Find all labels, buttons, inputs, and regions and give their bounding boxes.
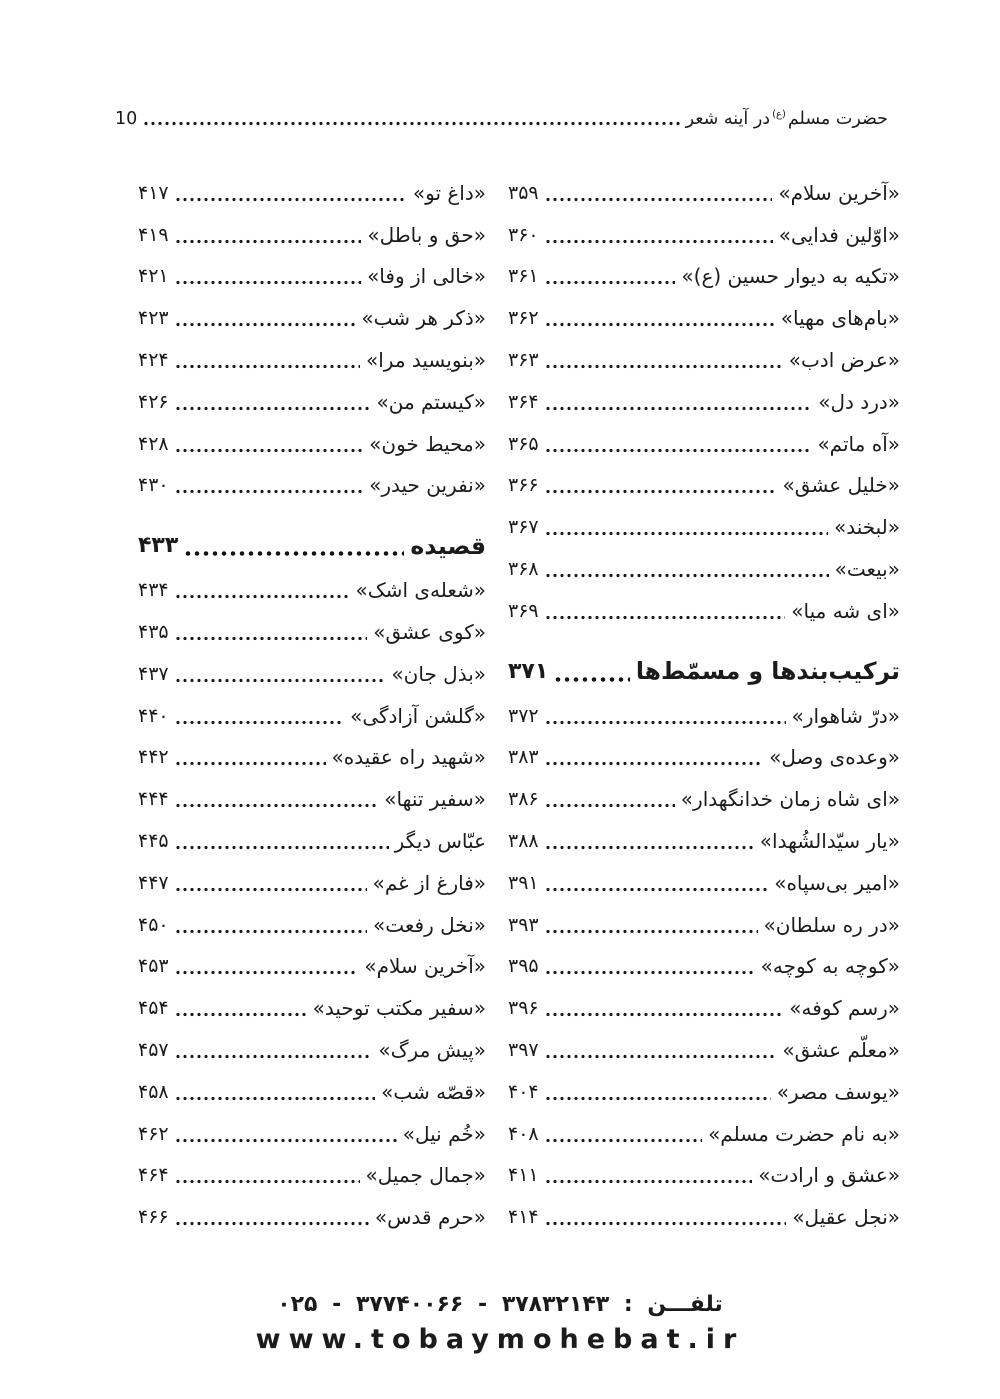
honorific-symbol: (ع) <box>772 108 786 120</box>
toc-entry <box>138 611 486 653</box>
dotted-leader <box>175 1012 307 1017</box>
toc-entry <box>508 548 900 590</box>
dotted-leader <box>175 1179 360 1184</box>
dotted-leader <box>545 803 675 808</box>
entry-title: «لبخند» <box>833 515 900 540</box>
entry-page-number: ۳۶۵ <box>508 432 539 455</box>
entry-title: «عشق و ارادت» <box>758 1163 900 1188</box>
entry-title: عبّاس دیگر <box>394 829 486 854</box>
entry-page-number: ۳۶۱ <box>508 265 539 288</box>
toc-entry <box>138 381 486 423</box>
dotted-leader <box>545 1012 784 1017</box>
toc-entry <box>138 1029 486 1071</box>
entry-title: «قصّه شب» <box>381 1079 486 1104</box>
entry-title: «آخرین سلام» <box>364 954 486 979</box>
entry-page-number: ۴۴۲ <box>138 746 169 769</box>
toc-entry <box>508 465 900 507</box>
toc-entry <box>508 423 900 465</box>
toc-entry <box>508 695 900 737</box>
dotted-leader <box>175 448 364 453</box>
entry-title: «کیستم من» <box>376 389 486 414</box>
entry-page-number: ۴۳۷ <box>138 662 169 685</box>
toc-entry <box>138 1071 486 1113</box>
dotted-leader <box>545 406 813 411</box>
publisher-phone: تلفـــن : ۳۷۸۳۲۱۴۳ - ۳۷۷۴۰۰۶۶ - ۰۲۵ <box>277 1292 723 1317</box>
dotted-leader <box>545 1221 787 1226</box>
entry-page-number: ۳۶۹ <box>508 599 539 622</box>
toc-entry <box>138 820 486 862</box>
entry-title: قصیده <box>410 531 486 560</box>
entry-title: «در ره سلطان» <box>763 912 900 937</box>
entry-title: «امیر بی‌سپاه» <box>774 870 900 895</box>
entry-page-number: ۳۹۱ <box>508 871 539 894</box>
entry-page-number: ۴۵۴ <box>138 997 169 1020</box>
entry-title: «اوّلین فدایی» <box>778 222 900 247</box>
entry-title: «خلیل عشق» <box>782 473 900 498</box>
page-footer <box>0 1292 1000 1355</box>
toc-entry <box>508 381 900 423</box>
entry-title: «پیش مرگ» <box>378 1038 486 1063</box>
dotted-leader <box>545 720 786 725</box>
dotted-leader <box>545 845 754 850</box>
dotted-leader <box>545 489 777 494</box>
entry-page-number: ۳۶۴ <box>508 390 539 413</box>
dotted-leader <box>175 803 379 808</box>
entry-page-number: ۴۰۴ <box>508 1080 539 1103</box>
entry-page-number: ۴۳۵ <box>138 621 169 644</box>
entry-page-number: ۳۶۲ <box>508 307 539 330</box>
header-title-pre: حضرت مسلم <box>787 109 888 129</box>
entry-page-number: ۴۶۶ <box>138 1206 169 1229</box>
dotted-leader <box>554 677 630 682</box>
entry-title: «گلشن آزادگی» <box>350 703 486 728</box>
dotted-leader <box>175 1221 369 1226</box>
dotted-leader <box>545 197 773 202</box>
entry-page-number: ۴۳۴ <box>138 579 169 602</box>
entry-page-number: ۳۵۹ <box>508 181 539 204</box>
entry-title: «نفرین حیدر» <box>369 473 486 498</box>
dotted-leader <box>175 239 362 244</box>
toc-entry <box>138 1113 486 1155</box>
dotted-leader <box>175 929 367 934</box>
dotted-leader <box>545 280 676 285</box>
dotted-leader <box>175 197 407 202</box>
entry-title: «حق و باطل» <box>367 222 486 247</box>
entry-page-number: ۴۱۹ <box>138 223 169 246</box>
entry-page-number: ۳۹۳ <box>508 913 539 936</box>
dotted-leader <box>175 761 326 766</box>
entry-page-number: ۳۶۸ <box>508 558 539 581</box>
toc-section-heading <box>508 648 900 695</box>
entry-page-number: ۴۱۷ <box>138 181 169 204</box>
toc-entry <box>138 737 486 779</box>
entry-title: «سفیر تنها» <box>384 787 486 812</box>
toc-entry <box>138 695 486 737</box>
entry-page-number: ۴۱۱ <box>508 1164 539 1187</box>
entry-title: «کوی عشق» <box>373 620 486 645</box>
dotted-leader <box>175 280 361 285</box>
entry-title: «نخل رفعت» <box>373 912 486 937</box>
entry-page-number: ۳۹۷ <box>508 1039 539 1062</box>
entry-page-number: ۴۶۴ <box>138 1164 169 1187</box>
toc-entry <box>138 214 486 256</box>
entry-title: «آخرین سلام» <box>778 180 900 205</box>
entry-title: «کوچه به کوچه» <box>760 954 900 979</box>
toc-entry <box>138 778 486 820</box>
toc-entry <box>508 339 900 381</box>
entry-title: «وعده‌ی وصل» <box>769 745 900 770</box>
dotted-leader <box>175 678 386 683</box>
toc-entry <box>138 569 486 611</box>
dotted-leader <box>545 615 786 620</box>
dotted-leader <box>175 594 350 599</box>
toc-entry <box>508 1071 900 1113</box>
entry-page-number: ۴۴۴ <box>138 788 169 811</box>
entry-page-number: ۳۸۸ <box>508 830 539 853</box>
entry-page-number: ۴۵۳ <box>138 955 169 978</box>
entry-page-number: ۴۲۴ <box>138 349 169 372</box>
entry-page-number: ۴۳۰ <box>138 474 169 497</box>
entry-page-number: ۴۲۶ <box>138 390 169 413</box>
entry-title: «نجل عقیل» <box>792 1205 900 1230</box>
toc-entry <box>508 172 900 214</box>
entry-title: «شهید راه عقیده» <box>331 745 486 770</box>
entry-title: «حرم قدس» <box>374 1205 486 1230</box>
toc-entry <box>138 987 486 1029</box>
dotted-leader <box>175 720 344 725</box>
entry-page-number: ۳۹۵ <box>508 955 539 978</box>
dotted-leader <box>175 322 356 327</box>
entry-title: «ای شه میا» <box>791 598 900 623</box>
page-header <box>115 103 888 135</box>
dotted-leader <box>545 322 775 327</box>
dotted-leader <box>545 448 812 453</box>
dotted-leader <box>143 121 679 126</box>
entry-title: «فارغ از غم» <box>372 870 486 895</box>
dotted-leader <box>175 845 389 850</box>
dotted-leader <box>545 531 828 536</box>
entry-title: «بام‌های مهیا» <box>780 306 900 331</box>
entry-page-number: ۳۶۷ <box>508 516 539 539</box>
toc-entry <box>508 214 900 256</box>
dotted-leader <box>545 761 764 766</box>
entry-page-number: ۳۹۶ <box>508 997 539 1020</box>
toc-entry <box>138 653 486 695</box>
toc-section-heading <box>138 522 486 569</box>
entry-title: «یوسف مصر» <box>776 1079 900 1104</box>
entry-title: «معلّم عشق» <box>782 1038 900 1063</box>
entry-title: «خالی از وفا» <box>367 264 486 289</box>
toc-entry <box>508 946 900 988</box>
toc-entry <box>508 1196 900 1238</box>
dotted-leader <box>175 1138 397 1143</box>
entry-page-number: ۳۶۶ <box>508 474 539 497</box>
dotted-leader <box>175 1054 373 1059</box>
dotted-leader <box>545 970 755 975</box>
entry-title: «درّ شاهوار» <box>791 703 900 728</box>
entry-page-number: ۴۴۵ <box>138 830 169 853</box>
entry-page-number: ۳۶۳ <box>508 349 539 372</box>
toc-entry <box>138 297 486 339</box>
dotted-leader <box>175 489 363 494</box>
toc-entry <box>138 256 486 298</box>
dotted-leader <box>175 636 368 641</box>
toc-entry <box>508 904 900 946</box>
toc-entry <box>508 737 900 779</box>
toc-entry <box>508 862 900 904</box>
toc-entry <box>508 987 900 1029</box>
dotted-leader <box>175 1096 376 1101</box>
dotted-leader <box>545 1138 702 1143</box>
entry-page-number: ۴۴۰ <box>138 704 169 727</box>
toc-entry <box>508 256 900 298</box>
entry-title: «به نام حضرت مسلم» <box>708 1121 900 1146</box>
entry-title: «ای شاه زمان خدانگهدار» <box>680 787 900 812</box>
dotted-leader <box>175 887 367 892</box>
toc-entry <box>138 946 486 988</box>
entry-page-number: ۳۷۲ <box>508 704 539 727</box>
toc-entry <box>508 778 900 820</box>
dotted-leader <box>545 364 783 369</box>
dotted-leader <box>184 551 404 556</box>
entry-title: «بیعت» <box>834 557 900 582</box>
header-page-number: 10 <box>115 109 138 129</box>
toc-entry <box>138 465 486 507</box>
entry-page-number: ۴۲۱ <box>138 265 169 288</box>
entry-title: «شعله‌ی اشک» <box>355 578 486 603</box>
toc-entry <box>138 172 486 214</box>
entry-title: «محیط خون» <box>369 431 486 456</box>
dotted-leader <box>545 1096 771 1101</box>
entry-page-number: ۴۵۰ <box>138 913 169 936</box>
toc-entry <box>138 339 486 381</box>
toc-entry <box>508 1113 900 1155</box>
toc-right-column <box>508 172 900 1238</box>
entry-title: «تکیه به دیوار حسین (ع)» <box>681 264 900 289</box>
entry-title: «ذکر هر شب» <box>361 306 486 331</box>
dotted-leader <box>545 1054 777 1059</box>
dotted-leader <box>545 1179 753 1184</box>
dotted-leader <box>175 364 360 369</box>
entry-page-number: ۳۷۱ <box>508 658 549 684</box>
entry-title: «یار سیّدالشُهدا» <box>759 829 900 854</box>
entry-title: «رسم کوفه» <box>789 996 900 1021</box>
entry-title: «داغ تو» <box>412 180 486 205</box>
entry-title: «خُم نیل» <box>402 1121 486 1146</box>
entry-page-number: ۴۰۸ <box>508 1122 539 1145</box>
toc-entry <box>508 297 900 339</box>
entry-title: «بنویسید مرا» <box>365 348 486 373</box>
toc-entry <box>508 590 900 632</box>
entry-page-number: ۳۸۶ <box>508 788 539 811</box>
entry-title: ترکیب‌بندها و مسمّط‌ها <box>635 657 900 686</box>
entry-page-number: ۴۵۷ <box>138 1039 169 1062</box>
dotted-leader <box>545 573 829 578</box>
entry-page-number: ۴۶۲ <box>138 1122 169 1145</box>
entry-page-number: ۴۱۴ <box>508 1206 539 1229</box>
publisher-website: www.tobaymohebat.ir <box>255 1324 745 1355</box>
toc-entry <box>138 862 486 904</box>
toc-columns <box>138 172 900 1238</box>
toc-entry <box>508 820 900 862</box>
entry-page-number: ۴۳۳ <box>138 533 179 559</box>
entry-title: «آه ماتم» <box>817 431 900 456</box>
entry-page-number: ۳۸۳ <box>508 746 539 769</box>
toc-entry <box>138 904 486 946</box>
toc-entry <box>138 423 486 465</box>
entry-page-number: ۴۲۸ <box>138 432 169 455</box>
dotted-leader <box>545 887 769 892</box>
toc-left-column <box>138 172 486 1238</box>
toc-entry <box>508 1155 900 1197</box>
dotted-leader <box>175 406 371 411</box>
toc-entry <box>138 1196 486 1238</box>
toc-entry <box>138 1155 486 1197</box>
dotted-leader <box>545 929 758 934</box>
toc-entry <box>508 1029 900 1071</box>
entry-title: «بذل جان» <box>391 661 486 686</box>
entry-title: «جمال جمیل» <box>365 1163 486 1188</box>
entry-page-number: ۴۵۸ <box>138 1080 169 1103</box>
entry-title: «سفیر مکتب توحید» <box>312 996 486 1021</box>
entry-page-number: ۳۶۰ <box>508 223 539 246</box>
toc-entry <box>508 506 900 548</box>
entry-title: «عرض ادب» <box>788 348 900 373</box>
dotted-leader <box>175 970 359 975</box>
entry-title: «درد دل» <box>818 389 900 414</box>
entry-page-number: ۴۲۳ <box>138 307 169 330</box>
entry-page-number: ۴۴۷ <box>138 871 169 894</box>
header-title-post: در آینه شعر <box>685 109 771 129</box>
dotted-leader <box>545 239 773 244</box>
